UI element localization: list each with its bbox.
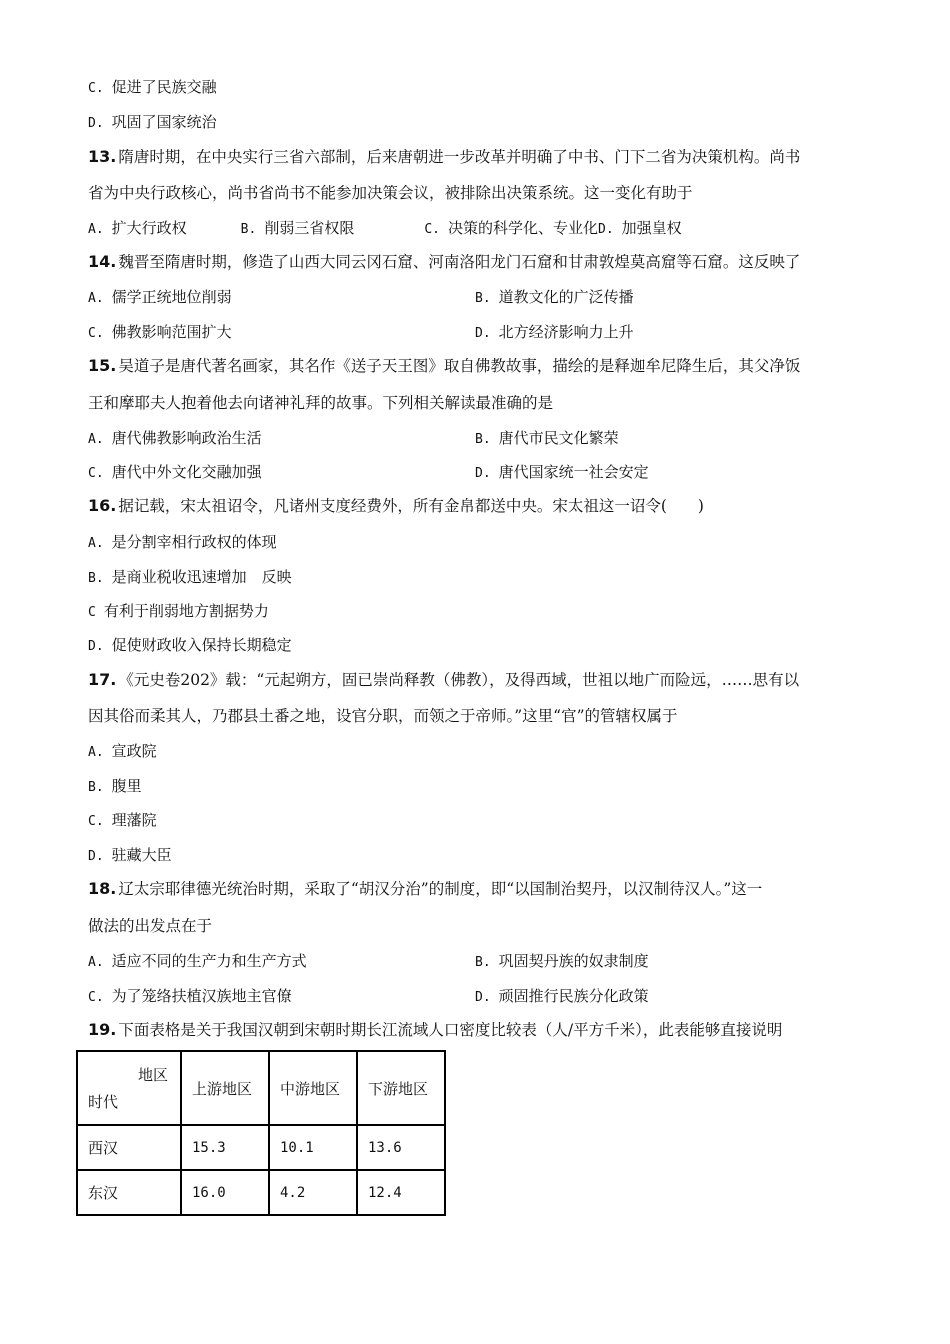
question-text: 吴道子是唐代著名画家，其名作《送子天王图》取自佛教故事，描绘的是释迦牟尼降生后，其父净饭 [118, 357, 801, 375]
option-text: 腹里 [111, 777, 142, 795]
option-text: 佛教影响范围扩大 [111, 323, 232, 341]
q13-stem-line1 [88, 146, 800, 168]
q15-stem-line1 [88, 355, 800, 377]
row-era: 东汉 [77, 1170, 181, 1215]
column-header: 上游地区 [181, 1051, 269, 1125]
option-letter: D. [88, 849, 104, 864]
option-text: 宣政院 [111, 742, 157, 760]
option-text: 扩大行政权 [111, 219, 187, 237]
option-text: 唐代佛教影响政治生活 [111, 429, 262, 447]
option-text: 唐代中外文化交融加强 [111, 463, 262, 481]
q17-option-d [88, 844, 172, 868]
q13-options [88, 217, 682, 241]
option-letter: A. [88, 955, 104, 970]
table-cell: 10.1 [269, 1125, 357, 1170]
q18-option-c [88, 985, 292, 1009]
option-letter: A. [88, 222, 104, 237]
table-cell: 4.2 [269, 1170, 357, 1215]
q15-stem-line2: 王和摩耶夫人抱着他去向诸神礼拜的故事。下列相关解读最准确的是 [88, 394, 554, 412]
q14-option-c [88, 321, 232, 345]
q18-option-d [475, 985, 649, 1009]
column-header: 下游地区 [357, 1051, 445, 1125]
q12-option-d [88, 111, 217, 135]
q13-option-d [598, 219, 682, 237]
question-text: 据记载，宋太祖诏令，凡诸州支度经费外，所有金帛都送中央。宋太祖这一诏令( ) [118, 497, 704, 515]
option-letter: B. [88, 780, 104, 795]
table-cell: 15.3 [181, 1125, 269, 1170]
q16-option-b [88, 566, 292, 590]
option-text: 削弱三省权限 [264, 219, 355, 237]
q15-option-d [475, 461, 649, 485]
q13-option-a [88, 219, 187, 237]
option-letter: B. [475, 291, 491, 306]
table-corner-cell [77, 1051, 181, 1125]
q15-option-a [88, 427, 262, 451]
option-letter: B. [240, 222, 257, 237]
option-text: 促使财政收入保持长期稳定 [111, 636, 292, 654]
q17-stem-line2: 因其俗而柔其人，乃郡县土番之地，设官分职，而领之于帝师。”这里“官”的管辖权属于 [88, 707, 678, 725]
option-letter: C. [88, 466, 104, 481]
option-text: 是分割宰相行政权的体现 [111, 533, 277, 551]
q13-option-b [241, 219, 355, 237]
option-text: 儒学正统地位削弱 [111, 288, 232, 306]
table-cell: 12.4 [357, 1170, 445, 1215]
column-header: 中游地区 [269, 1051, 357, 1125]
q17-option-a [88, 740, 157, 764]
question-number: 14. [88, 252, 117, 271]
option-letter: A. [88, 745, 104, 760]
option-letter: D. [598, 222, 614, 237]
q15-option-b [475, 427, 619, 451]
option-letter: C [88, 605, 96, 620]
question-number: 18. [88, 879, 117, 898]
option-letter: A. [88, 536, 104, 551]
option-letter: D. [475, 326, 491, 341]
option-text: 唐代市民文化繁荣 [498, 429, 619, 447]
q16-option-d [88, 634, 292, 658]
option-letter: D. [475, 466, 491, 481]
q18-stem-line1 [88, 878, 762, 900]
question-number: 15. [88, 356, 117, 375]
option-letter: A. [88, 432, 104, 447]
corner-region-label: 地区 [137, 1066, 168, 1084]
table-row [77, 1170, 445, 1215]
q12-option-c [88, 76, 217, 100]
option-text: 北方经济影响力上升 [498, 323, 634, 341]
row-era: 西汉 [77, 1125, 181, 1170]
table-row [77, 1125, 445, 1170]
corner-era-label: 时代 [88, 1093, 119, 1111]
question-number: 17. [88, 670, 117, 689]
question-number: 13. [88, 147, 117, 166]
question-text: 辽太宗耶律德光统治时期，采取了“胡汉分治”的制度，即“以国制治契丹，以汉制待汉人。”这一 [118, 880, 763, 898]
q18-option-a [88, 950, 307, 974]
q16-stem-line1 [88, 495, 704, 517]
table-cell: 13.6 [357, 1125, 445, 1170]
option-text: 唐代国家统一社会安定 [498, 463, 649, 481]
option-letter: D. [88, 639, 104, 654]
q16-option-a [88, 531, 277, 555]
question-text: 隋唐时期，在中央实行三省六部制，后来唐朝进一步改革并明确了中书、门下二省为决策机构。尚书 [118, 148, 801, 166]
option-text: 是商业税收迅速增加 反映 [111, 568, 292, 586]
q18-option-b [475, 950, 649, 974]
q17-stem-line1 [88, 669, 799, 691]
option-letter: C. [424, 222, 440, 237]
population-density-table [76, 1050, 446, 1216]
question-text: 《元史卷202》载：“元起朔方，固已崇尚释教（佛教），及得西域，世祖以地广而险远，……思有以 [118, 671, 800, 689]
option-letter: D. [88, 116, 104, 131]
option-text: 理藩院 [111, 811, 157, 829]
option-letter: A. [88, 291, 104, 306]
option-text: 决策的科学化、专业化 [448, 219, 599, 237]
q13-option-c [424, 219, 598, 237]
table-header-row [77, 1051, 445, 1125]
option-letter: C. [88, 326, 104, 341]
q19-stem-line1 [88, 1019, 782, 1041]
option-text: 巩固契丹族的奴隶制度 [498, 952, 649, 970]
q14-option-d [475, 321, 634, 345]
option-text: 驻藏大臣 [111, 846, 172, 864]
q17-option-c [88, 809, 157, 833]
question-number: 19. [88, 1020, 117, 1039]
option-text: 道教文化的广泛传播 [498, 288, 634, 306]
question-text: 魏晋至隋唐时期，修造了山西大同云冈石窟、河南洛阳龙门石窟和甘肃敦煌莫高窟等石窟。这反映了 [118, 253, 801, 271]
option-text: 有利于削弱地方割据势力 [103, 602, 269, 620]
q17-option-b [88, 775, 142, 799]
option-letter: B. [475, 955, 491, 970]
option-letter: B. [88, 571, 104, 586]
q14-stem-line1 [88, 251, 800, 273]
option-letter: C. [88, 814, 104, 829]
question-text: 下面表格是关于我国汉朝到宋朝时期长江流域人口密度比较表（人/平方千米），此表能够直接说明 [118, 1021, 783, 1039]
q16-option-c [88, 600, 269, 624]
option-letter: C. [88, 81, 104, 96]
option-text: 加强皇权 [621, 219, 682, 237]
table-cell: 16.0 [181, 1170, 269, 1215]
question-number: 16. [88, 496, 117, 515]
option-letter: B. [475, 432, 491, 447]
option-text: 顽固推行民族分化政策 [498, 987, 649, 1005]
q14-option-b [475, 286, 634, 310]
option-text: 为了笼络扶植汉族地主官僚 [111, 987, 292, 1005]
q14-option-a [88, 286, 232, 310]
q18-stem-line2: 做法的出发点在于 [88, 917, 213, 935]
option-text: 促进了民族交融 [111, 78, 217, 96]
q15-option-c [88, 461, 262, 485]
q13-stem-line2: 省为中央行政核心，尚书省尚书不能参加决策会议，被排除出决策系统。这一变化有助于 [88, 184, 693, 202]
option-letter: C. [88, 990, 104, 1005]
option-text: 适应不同的生产力和生产方式 [111, 952, 307, 970]
option-letter: D. [475, 990, 491, 1005]
option-text: 巩固了国家统治 [111, 113, 217, 131]
